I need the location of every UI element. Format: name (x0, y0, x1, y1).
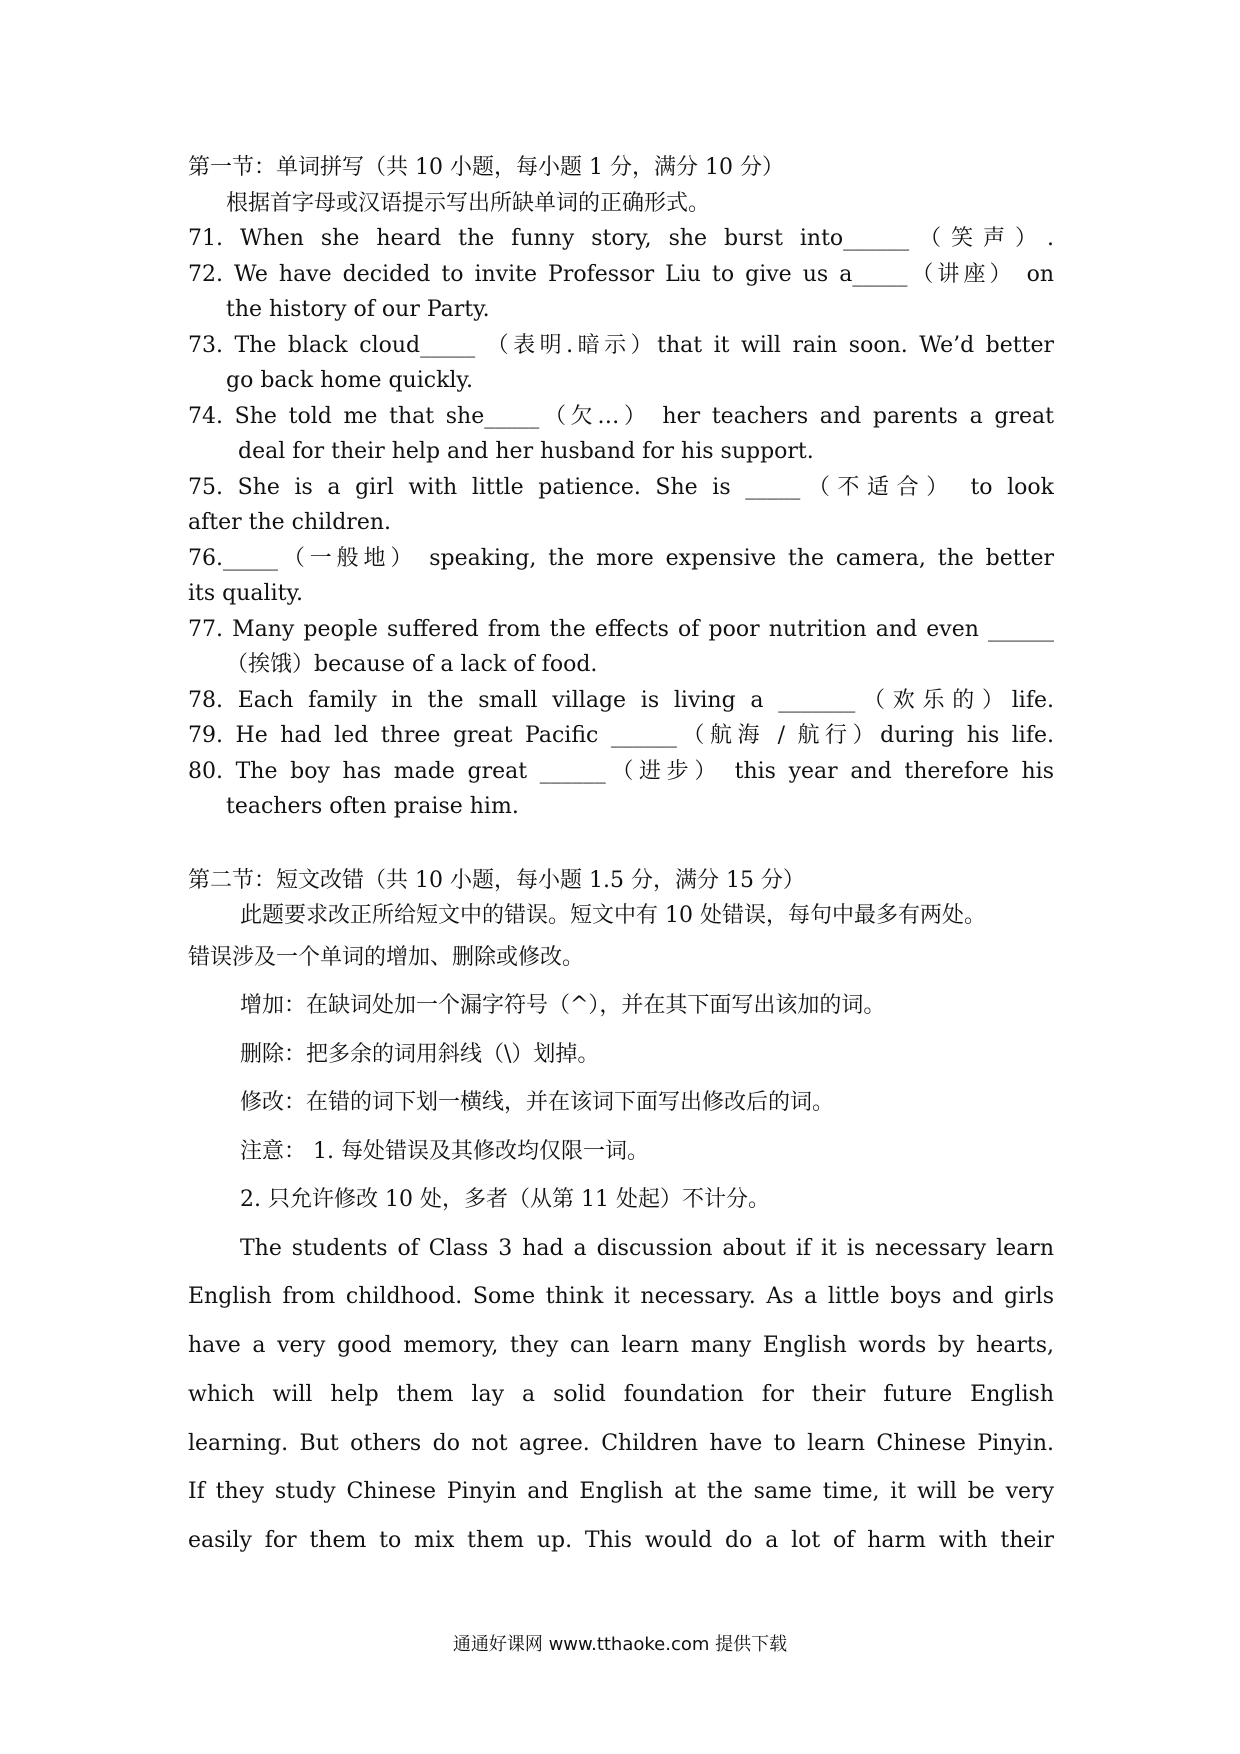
question-78: 78. Each family in the small village is living a _______（欢乐的）life. (188, 687, 1054, 713)
section-2-title: 第二节：短文改错（共 10 小题，每小题 1.5 分，满分 15 分） (188, 867, 805, 893)
passage-line: easily for them to mix them up. This would do a lot of harm with their (188, 1528, 1054, 1554)
question-77-cont: （挨饿）because of a lack of food. (226, 652, 598, 677)
note-2: 2. 只允许修改 10 处，多者（从第 11 处起）不计分。 (240, 1187, 770, 1212)
passage-line: English from childhood. Some think it necessary. As a little boys and girls (188, 1284, 1054, 1310)
rule-modify: 修改：在错的词下划一横线，并在该词下面写出修改后的词。 (240, 1090, 835, 1115)
question-73: 73. The black cloud_____ （表明.暗示）that it will rain soon. We’d better (188, 332, 1054, 358)
passage-line: learning. But others do not agree. Children have to learn Chinese Pinyin. (188, 1430, 1054, 1456)
question-74-cont: deal for their help and her husband for his support. (238, 439, 814, 464)
passage-line: If they study Chinese Pinyin and English at the same time, it will be very (188, 1479, 1054, 1505)
passage-line: which will help them lay a solid foundation for their future English (188, 1381, 1054, 1407)
question-80-cont: teachers often praise him. (226, 794, 519, 819)
question-71: 71. When she heard the funny story, she burst into______（笑声）. (188, 226, 1054, 251)
note-1: 注意： 1. 每处错误及其修改均仅限一词。 (240, 1138, 649, 1164)
rule-add: 增加：在缺词处加一个漏字符号（^），并在其下面写出该加的词。 (240, 993, 886, 1018)
section-2-intro-line-2: 错误涉及一个单词的增加、删除或修改。 (188, 944, 585, 970)
question-74: 74. She told me that she_____（欠…） her teachers and parents a great (188, 403, 1054, 429)
section-1 (188, 150, 1054, 825)
question-72: 72. We have decided to invite Professor Liu to give us a_____（讲座） on (188, 261, 1054, 287)
footer-watermark: 通通好课网 www.tthaoke.com 提供下载 (452, 1634, 788, 1655)
rule-delete: 删除：把多余的词用斜线（\）划掉。 (240, 1041, 600, 1067)
question-80: 80. The boy has made great ______（进步） this year and therefore his (188, 758, 1054, 784)
passage-line: The students of Class 3 had a discussion about if it is necessary learn (240, 1235, 1054, 1261)
question-73-cont: go back home quickly. (226, 368, 473, 393)
question-76: 76._____（一般地） speaking, the more expensive the camera, the better (188, 545, 1054, 571)
question-75: 75. She is a girl with little patience. She is _____（不适合） to look (188, 474, 1054, 500)
section-1-title: 第一节：单词拼写（共 10 小题，每小题 1 分，满分 10 分） (188, 155, 784, 180)
section-1-instruction: 根据首字母或汉语提示写出所缺单词的正确形式。 (226, 190, 711, 216)
exam-content (188, 150, 1054, 1566)
question-77: 77. Many people suffered from the effects of poor nutrition and even ______ (188, 616, 1054, 642)
section-2-intro-line-1: 此题要求改正所给短文中的错误。短文中有 10 处错误，每句中最多有两处。 (240, 903, 986, 928)
section-2 (188, 863, 1054, 1567)
passage-line: have a very good memory, they can learn many English words by hearts, (188, 1333, 1054, 1359)
question-75-cont: after the children. (188, 510, 391, 535)
question-76-cont: its quality. (188, 581, 303, 606)
question-79: 79. He had led three great Pacific ______（航海 / 航行）during his life. (188, 723, 1054, 748)
question-72-cont: the history of our Party. (226, 297, 490, 322)
correction-passage (188, 1225, 1054, 1567)
